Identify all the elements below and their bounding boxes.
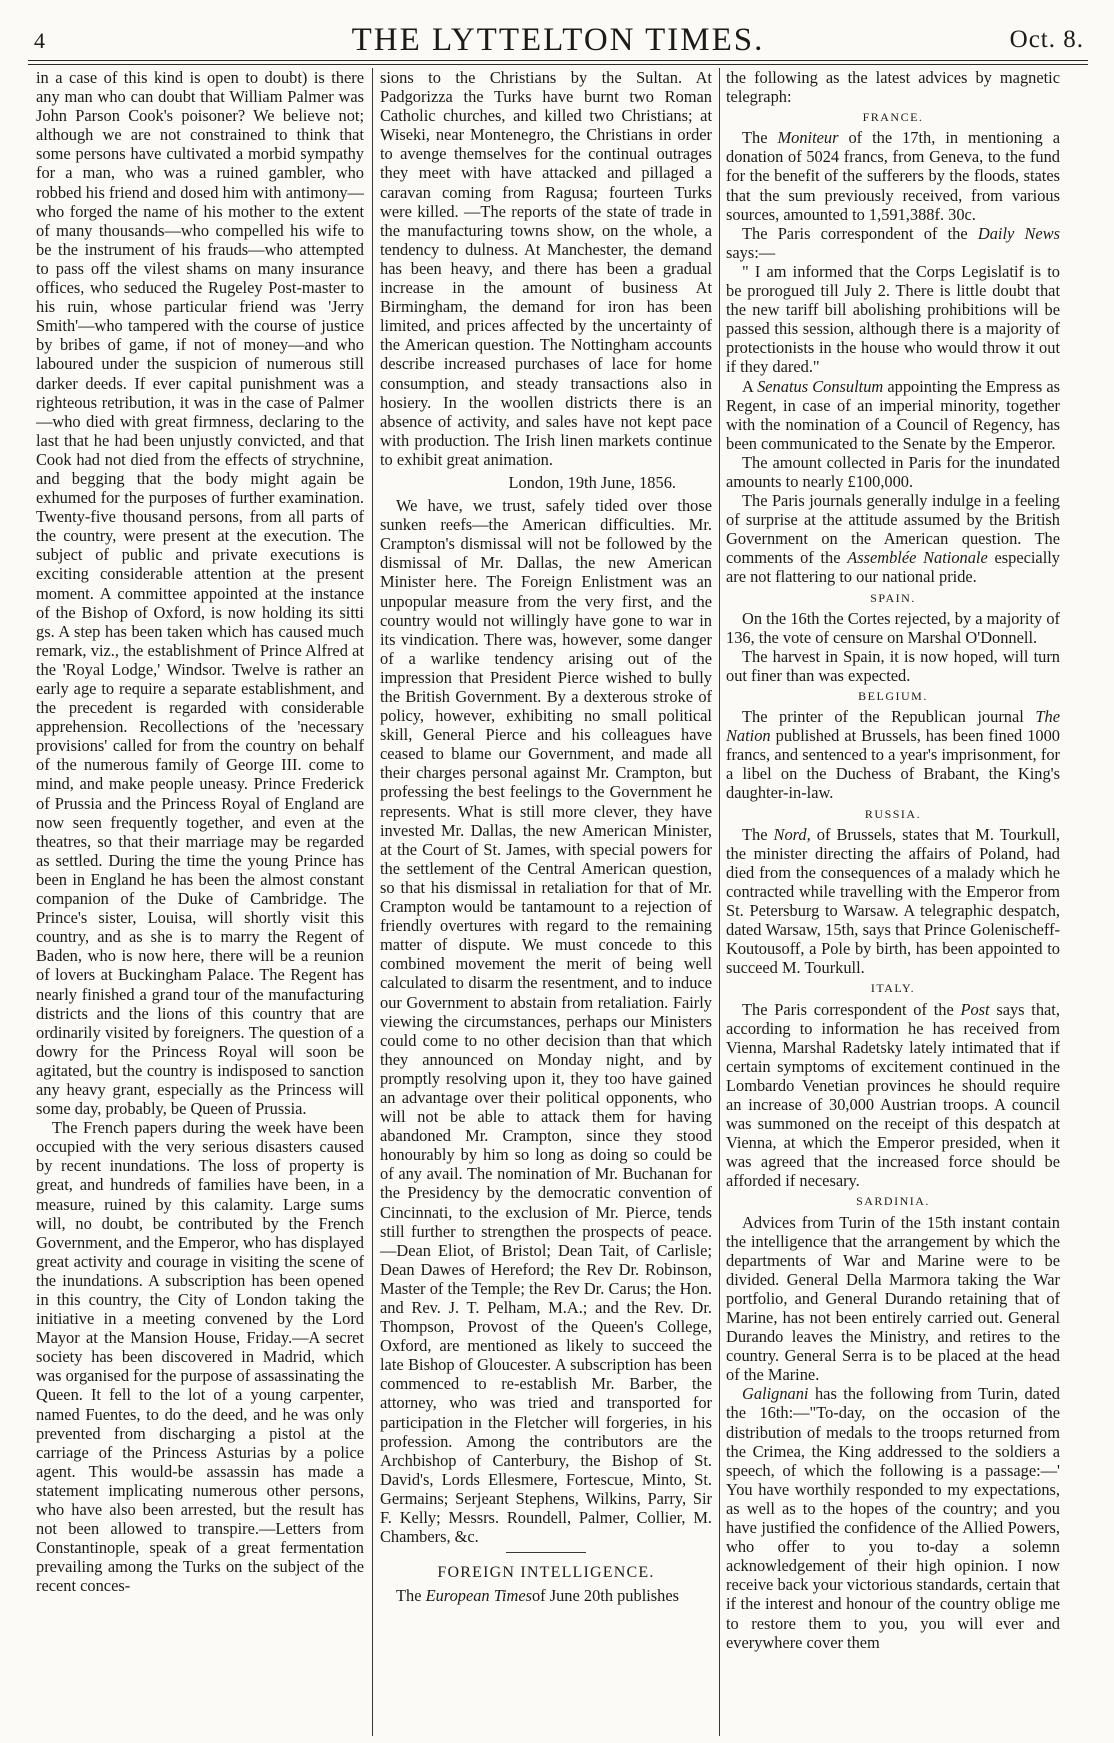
article-paragraph bbox=[726, 377, 1060, 453]
section-heading-sardinia: SARDINIA. bbox=[856, 1194, 930, 1209]
dateline: London, 19th June, 1856. bbox=[508, 472, 676, 492]
article-paragraph: On the 16th the Cortes rejected, by a majority of 136, the vote of censure on Marshal O'Donnell. bbox=[726, 608, 1060, 647]
article-paragraph bbox=[726, 1000, 1060, 1191]
text-run: of June 20th publishes bbox=[531, 1586, 680, 1606]
section-heading-russia: RUSSIA. bbox=[864, 806, 922, 821]
article-paragraph: The harvest in Spain, it is now hoped, will turn out finer than was expected. bbox=[726, 646, 1060, 685]
text-run: The bbox=[742, 824, 768, 844]
article-paragraph: The French papers during the week have been occupied with the very serious disasters caused by recent inundations. The loss of property is great, and hundreds of families have been, in a measure, ruined by this calamity. Large sums will, no doubt, be contributed by the French Government, and the Emperor, who has displayed great activity and courage in visiting the scene of the inundations. A subscription has been opened in this country, the City of London taking the initiative in a meeting convened by the Lord Mayor at the Mansion House, Friday.—A secret society has been discovered in Madrid, which was organised for the purpose of assassinating the Queen. It fell to the lot of a young carpenter, named Fuentes, to do the deed, and he was only prevented from discharging a pistol at the carriage of the Princess Asturias by a police agent. This would-be assassin has made a statement implicating numerous other persons, who have also been arrested, but the result has not been allowed to transpire.—Letters from Constantinople, speak of a great fermentation prevailing among the Turks on the subject of the recent conces- bbox=[36, 1118, 364, 1596]
article-paragraph: We have, we trust, safely tided over those sunken reefs—the American difficulties. Mr. Crampton's dismissal will not be followed by the dismissal of Mr. Dallas, the new American Minister here. The Foreign Enlistment was an unpopular measure from the very first, and the country would not willingly have gone to war in its vindication. There was, however, some danger of a warlike tendency arising out of the impression that President Pierce wished to bully the British Government. By a dexterous stroke of policy, however, exhibiting no small political skill, General Pierce and his colleagues have ceased to blame our Government, and made all their charges personal against Mr. Crampton, but professing the best feelings to the Government he represents. What is still more clever, they have invested Mr. Dallas, the new American Minister, at the Court of St. James, with special powers for the settlement of the Central American question, so that his dismissal in retaliation for that of Mr. Crampton would be tantamount to a rejection of friendly overtures with regard to the remaining matter of dispute. We must concede to this combined movement the merit of being well calculated to disarm the resentment, and to induce our Government to abstain from retaliation. Fairly viewing the circumstances, perhaps our Ministers could come to no other decision than that which they announced on Monday night, and by promptly resolving upon it, they too have gained an advantage over their political opponents, who will not be able to attack them for having abandoned Mr. Crampton, since they stood honourably by him so long as doing so could be of any avail. The nomination of Mr. Buchanan for the Presidency by the democratic convention of Cincinnati, to the exclusion of Mr. Pierce, tends still further to strengthen the prospects of peace.—Dean Eliot, of Bristol; Dean Tait, of Carlisle; Dean Dawes of Hereford; the Rev Dr. Robinson, Master of the Temple; the Rev Dr. Carus; the Hon. and Rev. J. T. Pelham, M.A.; and the Rev. Dr. Thompson, Provost of the Queen's College, Oxford, are mentioned as likely to succeed the late Bishop of Gloucester. A subscription has been commenced to re-establish Mr. Barber, the attorney, who was tried and transported for participation in the Fletcher will forgeries, in his profession. Among the contributors are the Archbishop of Canterbury, the Bishop of St. David's, Lords Ellesmere, Fortescue, Minto, St. Germains; Serjeant Stephens, Wilkins, Parry, Sir F. Kelly; Messrs. Roundell, Palmer, Collier, M. Chambers, &c. bbox=[380, 496, 712, 1547]
publication-name: Nord, bbox=[773, 824, 811, 844]
text-run: says that, according to information he has received from Vienna, Marshal Radetsky lately intimated that if certain symptoms of excitement continued in the Lombardo Venetian provinces he should require an increase of 30,000 Austrian troops. A council was summoned on the receipt of this despatch at Vienna, at which the Emperor presided, when it was agreed that the increased force should be afforded if necesary. bbox=[726, 999, 1060, 1191]
section-heading-spain: SPAIN. bbox=[870, 590, 916, 605]
article-paragraph bbox=[726, 224, 1060, 262]
text-run: The Paris correspondent of the bbox=[742, 999, 954, 1019]
publication-name: The Nation bbox=[726, 707, 1060, 746]
text-run: published at Brussels, has been fined 1000 francs, and sentenced to a year's imprisonment, for a libel on the Duchess of Brabant, the King's daughter-in-law. bbox=[726, 726, 1060, 803]
text-run: The Paris correspondent of the bbox=[742, 223, 968, 243]
text-run: A bbox=[742, 376, 753, 396]
publication-name: Galignani bbox=[742, 1384, 809, 1404]
article-paragraph bbox=[726, 491, 1060, 586]
quoted-paragraph: " I am informed that the Corps Legislatif is to be prorogued till July 2. There is little doubt that the new tariff bill abolishing prohibitions will be passed this session, although there is a majority of protectionists in the house who would throw it out if they dared." bbox=[726, 261, 1060, 377]
masthead-rule-thin bbox=[28, 64, 1088, 65]
text-run: The printer of the Republican journal bbox=[742, 707, 1024, 727]
article-paragraph bbox=[380, 1586, 712, 1605]
article-paragraph bbox=[726, 707, 1060, 802]
article-paragraph bbox=[726, 1384, 1060, 1651]
article-paragraph bbox=[726, 825, 1060, 978]
italic-term: Senatus Consultum bbox=[757, 376, 884, 396]
section-heading: FOREIGN INTELLIGENCE. bbox=[437, 1564, 655, 1582]
text-run: of Brussels, states that M. Tourkull, the minister directing the affairs of Poland, had died from the consequences of a malady which he contracted while travelling with the Emperor from St. Petersburg to Warsaw. A telegraphic despatch, dated Warsaw, 15th, says that Prince Golenischeff-Koutousoff, a Pole by birth, has been appointed to succeed M. Tourkull. bbox=[726, 824, 1060, 978]
article-paragraph: in a case of this kind is open to doubt) is there any man who can doubt that William Palmer was John Parson Cook's poisoner? We believe not; although we are not constrained to think that some persons have cultivated a morbid sympathy for a man, who was a ruined gambler, who robbed his friend and dosed him with antimony—who forged the name of his mother to the extent of many thousands—who compelled his wife to be the instrument of his frauds—who attempted to pass off the vilest shams on many insurance offices, who seduced the Rugeley Post-master to his ruin, whose particular friend was 'Jerry Smith'—who tampered with the course of justice by bribes of game, if not of money—and who laboured under the suspicion of numerous still darker deeds. If ever capital punishment was a righteous retribution, it was in the case of Palmer—who died with great firmness, declaring to the last that he had been unjustly convicted, and that Cook had not died from the effects of strychnine, and begging that the body might again be exhumed for the purposes of further examination. Twenty-five thousand persons, from all parts of the country, were present at the execution. The subject of public and private executions is exciting considerable attention at the present moment. A committee appointed at the instance of the Bishop of Oxford, is now holding its sitti gs. A step has been taken which has caused much remark, viz., the establishment of Prince Alfred at the 'Royal Lodge,' Windsor. Twelve is rather an early age to require a separate establishment, and the precedent is regarded with considerable apprehension. Recollections of the 'necessary provisions' called for from the country on behalf of the numerous family of George III. come to mind, and make people uneasy. Prince Frederick of Prussia and the Princess Royal of England are now seen frequently together, and even at the theatres, so that their marriage may be regarded as settled. During the time the young Prince has been in England he has been the almost constant companion of the Duke of Cambridge. The Prince's sister, Louisa, will shortly visit this country, and as she is to marry the Regent of Baden, who is now here, there will be a reunion of lovers at Buckingham Palace. The Regent has nearly finished a grand tour of the manufacturing districts and the lions of this country that are ordinarily visited by foreigners. The question of a dowry for the Princess Royal will soon be agitated, but the country is indisposed to sanction any heavy grant, especially as the Princess will some day, probably, be Queen of Prussia. bbox=[36, 68, 364, 1119]
text-run: has the following from Turin, dated the 16th:—"To-day, on the occasion of the distribution of medals to the troops returned from the Crimea, the King addressed to the soldiers a speech, of which the following is a passage:—' You have worthily responded to my expectations, as well as to the hopes of the country; and you have justified the confidence of the Allied Powers, who offer to you to-day a solemn acknowledgement of their high opinion. I now receive back your victorious standards, certain that if the interest and honour of the country oblige me to restore them to you, you will ever and everywhere cover them bbox=[726, 1384, 1060, 1652]
text-run: appointing the Empress as Regent, in case of an imperial minority, together with the nomination of a Council of Regency, has been communicated to the Senate by the Emperor. bbox=[726, 376, 1060, 453]
article-paragraph bbox=[726, 128, 1060, 223]
text-run: of the 17th, in mentioning a donation of 5024 francs, from Geneva, to the fund for the benefit of the sufferers by the floods, states that the sum previously received, from various sources, amounted to 1,591,388f. 30c. bbox=[726, 128, 1060, 224]
column-2 bbox=[380, 68, 712, 1738]
section-rule bbox=[506, 1552, 586, 1553]
publication-name: European Times bbox=[425, 1586, 532, 1606]
text-run: The Paris journals generally indulge in a feeling of surprise at the attitude assumed by the British Government on the American question. The comments of the bbox=[726, 491, 1060, 568]
issue-date: Oct. 8. bbox=[1009, 26, 1084, 53]
masthead-rule bbox=[28, 60, 1088, 61]
column-1 bbox=[36, 68, 364, 1738]
masthead bbox=[28, 22, 1088, 56]
publication-name: Moniteur bbox=[777, 128, 839, 148]
publication-name: Post bbox=[960, 999, 990, 1019]
page-number: 4 bbox=[34, 28, 45, 53]
publication-name: Daily News bbox=[977, 223, 1060, 243]
article-paragraph: The amount collected in Paris for the inundated amounts to nearly £100,000. bbox=[726, 452, 1060, 491]
section-heading-belgium: BELGIUM. bbox=[858, 689, 928, 703]
text-run: The bbox=[742, 128, 768, 148]
column-divider bbox=[372, 68, 373, 1736]
article-paragraph: Advices from Turin of the 15th instant contain the intelligence that the arrangement by which the departments of War and Marine were to be divided. General Della Marmora taking the War portfolio, and General Durando retaining that of Marine, has not been entirely carried out. General Durando leaves the Ministry, and retires to the country. General Serra is to be placed at the head of the Marine. bbox=[726, 1212, 1060, 1385]
column-divider bbox=[719, 68, 720, 1736]
article-paragraph: the following as the latest advices by magnetic telegraph: bbox=[726, 68, 1060, 107]
newspaper-title: THE LYTTELTON TIMES. bbox=[351, 22, 765, 58]
text-run: especially are not flattering to our national pride. bbox=[726, 548, 1060, 587]
column-3 bbox=[726, 68, 1060, 1738]
article-paragraph: sions to the Christians by the Sultan. At Padgorizza the Turks have burnt two Roman Catholic churches, and killed two Christians; at Wiseki, near Montenegro, the Christians in order to avenge themselves for the continual outrages they meet with have attacked and pillaged a caravan coming from Ragusa; fourteen Turks were killed. —The reports of the state of trade in the manufacturing towns show, on the whole, a tendency to dulness. At Manchester, the demand has been heavy, and there has been a gradual increase in the amount of business At Birmingham, the demand for iron has been limited, and prices affected by the uncertainty of the American question. The Nottingham accounts describe increased purchases of lace for home consumption, and steady transactions also in hosiery. In the woollen districts there is an absence of activity, and sales have not kept pace with production. The Irish linen markets continue to exhibit great animation. bbox=[380, 68, 712, 469]
text-run: says:— bbox=[726, 242, 776, 262]
publication-name: Assemblée Nationale bbox=[847, 548, 988, 568]
section-heading-france: FRANCE. bbox=[862, 110, 924, 125]
section-heading-italy: ITALY. bbox=[870, 981, 916, 996]
text-run: The bbox=[396, 1586, 422, 1606]
